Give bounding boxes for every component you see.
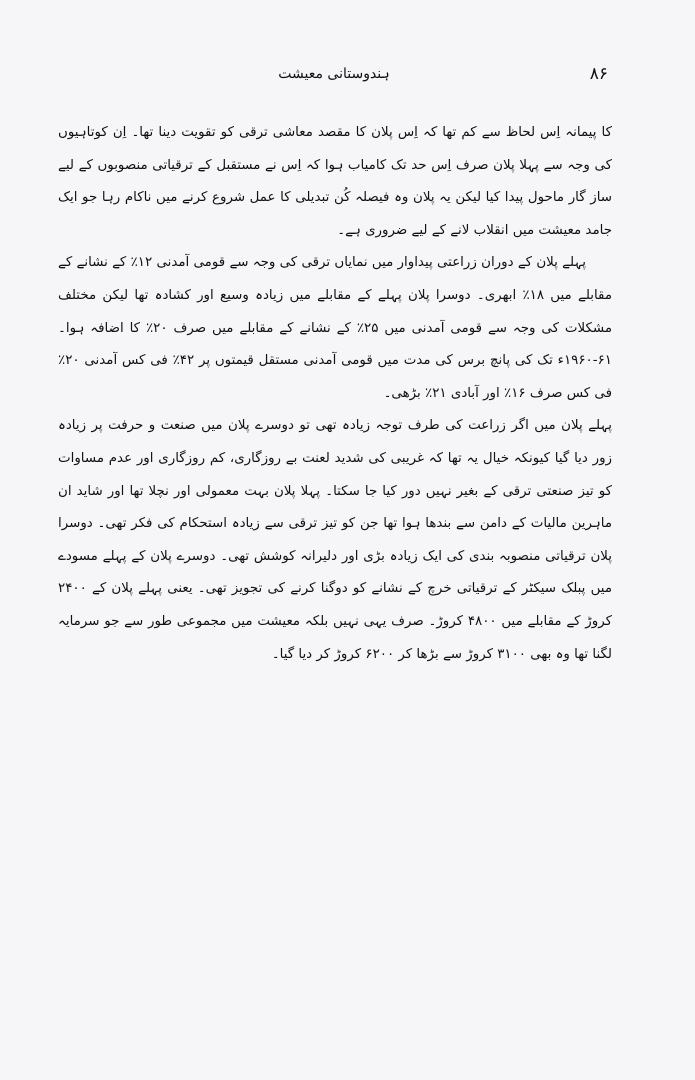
running-head: ہندوستانی معیشت — [278, 66, 390, 82]
paragraph: پہلے پلان میں اگر زراعت کی طرف توجہ زیادہ تھی تو دوسرے پلان میں صنعت و حرفت پر زیادہ زور دیا گیا کیونکہ خیال یہ تھا کہ غریبی کی شدید لعنت بے روزگاری، کم روزگاری اور عدم مساوات کو تیز صنعتی ترقی کے بغیر نہیں دور کیا جا سکتا۔ پہلا پلان بہت معمولی اور نچلا تھا اور شاید ان ماہرین مالیات کے دامن سے بندھا ہوا تھا جن کو تیز ترقی سے زیادہ استحکام کی فکر تھی۔ دوسرا پلان ترقیاتی منصوبہ بندی کی ایک زیادہ بڑی اور دلیرانہ کوشش تھی۔ دوسرے پلان کے پہلے مسودے میں پبلک سیکٹر کے ترقیاتی خرچ کے نشانے کو دوگنا کرنے کی تجویز تھی۔ یعنی پہلے پلان کے ۲۴۰۰ کروڑ کے مقابلے میں ۴۸۰۰ کروڑ۔ صرف یہی نہیں بلکہ معیشت میں مجموعی طور سے جو سرمایہ لگنا تھا وہ بھی ۳۱۰۰ کروڑ سے بڑھا کر ۶۲۰۰ کروڑ کر دیا گیا۔ — [58, 418, 612, 662]
paragraph: پہلے پلان کے دوران زراعتی پیداوار میں نمایاں ترقی کی وجہ سے قومی آمدنی ۱۲٪ کے نشانے کے مقابلے میں ۱۸٪ ابھری۔ دوسرا پلان پہلے کے مقابلے میں زیادہ وسیع اور کشادہ تھا لیکن مختلف مشکلات کی وجہ سے قومی آمدنی میں ۲۵٪ کے نشانے کے مقابلے میں صرف ۲۰٪ کا اضافہ ہوا۔ ۶۱-۱۹۶۰ء تک کی پانچ برس کی مدت میں قومی آمدنی مستقل قیمتوں پر ۴۲٪ فی کس آمدنی ۲۰٪ فی کس صرف ۱۶٪ اور آبادی ۲۱٪ بڑھی۔ — [58, 255, 613, 401]
page-number: ۸۶ — [589, 64, 608, 84]
body-text — [58, 117, 612, 671]
paragraph: کا پیمانہ اِس لحاظ سے کم تھا کہ اِس پلان کا مقصد معاشی ترقی کو تقویت دینا تھا۔ اِن کوتاہیوں کی وجہ سے پہلا پلان صرف اِس حد تک کامیاب ہوا کہ اِس نے مستقبل کے ترقیاتی منصوبوں کے لیے ساز گار ماحول پیدا کیا لیکن یہ پلان وہ فیصلہ کُن تبدیلی کا عمل شروع کرنے میں ناکام رہا جو ایک جامد معیشت میں انقلاب لانے کے لیے ضروری ہے۔ — [58, 125, 612, 238]
page-header — [60, 64, 608, 88]
